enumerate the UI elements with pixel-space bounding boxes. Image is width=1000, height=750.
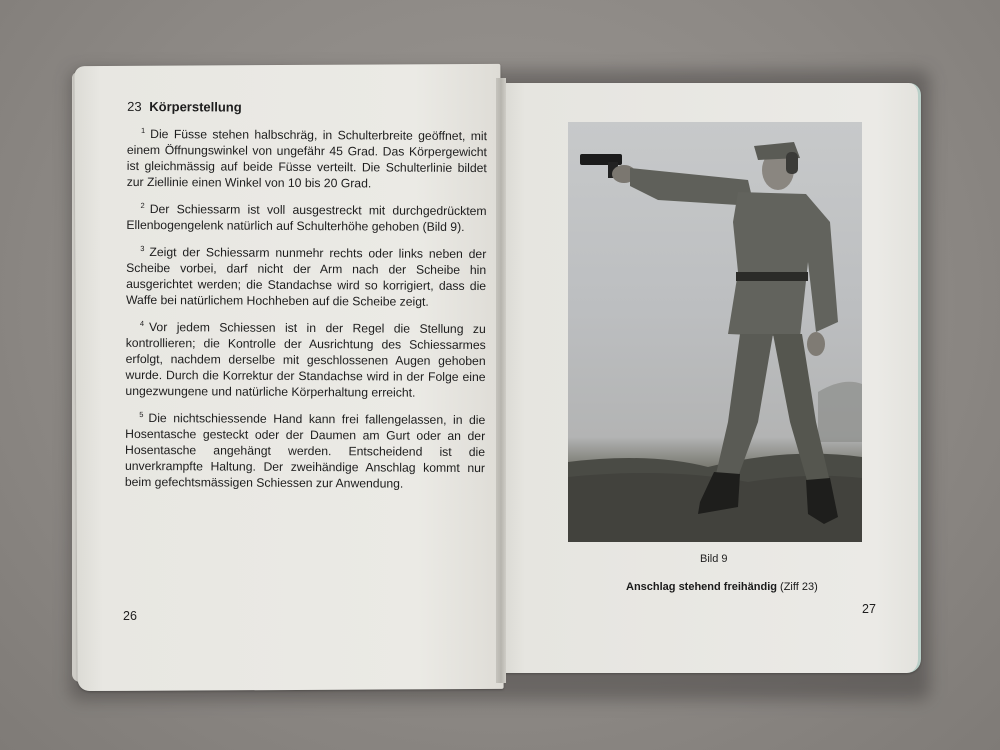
paragraph-text: Zeigt der Schiessarm nunmehr rechts oder links neben der Scheibe vorbei, darf nicht der Arm nach der Scheibe hin ausgerichtet werden; die Standachse wird so korrigiert, dass die Waffe bei natürlichem Hochheben auf die Scheibe zeigt.: [125, 245, 487, 309]
page-number-right: 27: [862, 602, 876, 616]
paragraph-5: [125, 407, 486, 492]
caption-title: Anschlag stehend freihändig: [626, 581, 777, 593]
paragraph-number: 1: [141, 125, 146, 136]
section-heading: [127, 99, 487, 117]
paragraph-1: [127, 123, 487, 192]
figure-caption: [626, 581, 818, 593]
section-number: 23: [127, 98, 142, 114]
paragraph-number: 2: [140, 200, 145, 211]
figure-label: Bild 9: [700, 553, 728, 565]
paragraph-text: Die nichtschiessende Hand kann frei fallengelassen, in die Hosentasche gesteckt oder der Daumen am Gurt oder an der Hosentasche angehängt werden. Entscheidend ist die unverkrampfte Haltung. Der zweihändige Anschlag kommt nur beim gefechtsmässigen Schiessen zur Anwendung.: [124, 411, 486, 491]
paragraph-number: 5: [139, 409, 144, 420]
paragraph-text: Der Schiessarm ist voll ausgestreckt mit durchgedrücktem Ellenbogengelenk natürlich auf Schulterhöhe gehoben (Bild 9).: [126, 202, 487, 234]
paragraph-2: [126, 198, 486, 235]
figure-photo: [568, 122, 862, 542]
caption-reference: (Ziff 23): [780, 581, 818, 593]
paragraph-text: Vor jedem Schiessen ist in der Regel die Stellung zu kontrollieren; die Kontrolle der Ausrichtung des Schiessarmes erfolgt, nachdem derselbe mit geschlossenen Augen gehoben wurde. Durch die Korrektur der Standachse wird in der Folge eine ungezwungene und natürliche Körperhaltung erreicht.: [125, 320, 486, 400]
section-title: Körperstellung: [149, 99, 242, 115]
soldier-figure-illustration: [568, 122, 862, 542]
page-number-left: 26: [123, 609, 137, 623]
paragraph-number: 4: [139, 318, 145, 329]
paragraph-4: [125, 316, 486, 401]
left-page-text: [125, 99, 487, 500]
paragraph-3: [126, 241, 486, 310]
book-gutter: [496, 78, 506, 683]
paragraph-text: Die Füsse stehen halbschräg, in Schulterbreite geöffnet, mit einem Öffnungswinkel von ungefähr 45 Grad. Das Körpergewicht ist gleichmässig auf beide Füsse verteilt. Die Schulterlinie bildet zur Ziellinie einen Winkel von 10 bis 20 Grad.: [126, 127, 488, 191]
paragraph-number: 3: [140, 243, 145, 254]
